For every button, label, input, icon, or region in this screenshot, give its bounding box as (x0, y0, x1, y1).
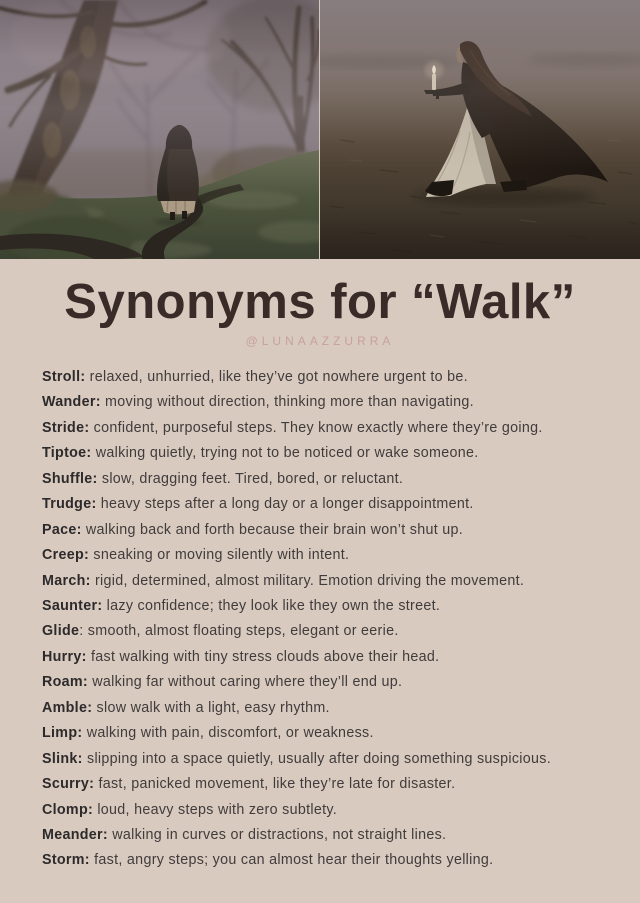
synonym-entry: Saunter: lazy confidence; they look like they own the street. (42, 597, 441, 614)
synonym-entry: Tiptoe: walking quietly, trying not to be noticed or wake someone. (42, 445, 479, 462)
synonym-term: Trudge: (42, 496, 97, 513)
synonym-term: Limp: (42, 725, 83, 742)
synonym-entry: Pace: walking back and forth because their brain won’t shut up. (42, 521, 464, 538)
synonym-entry: Roam: walking far without caring where they’ll end up. (42, 674, 403, 691)
synonym-entry: Stride: confident, purposeful steps. They know exactly where they’re going. (42, 419, 543, 436)
synonym-term: Roam: (42, 674, 88, 691)
synonym-entry: Glide: smooth, almost floating steps, elegant or eerie. (42, 623, 399, 640)
synonym-list (0, 365, 640, 874)
synonym-term: Meander: (42, 827, 108, 844)
synonym-term: Amble: (42, 699, 93, 716)
synonym-term: Stroll: (42, 368, 86, 385)
synonym-entry: Slink: slipping into a space quietly, usually after doing something suspicious. (42, 750, 552, 767)
cloaked-figure-candle-photo (319, 0, 640, 259)
synonym-entry: Wander: moving without direction, thinking more than navigating. (42, 394, 474, 411)
synonym-term: Creep: (42, 547, 90, 564)
synonym-entry: Hurry: fast walking with tiny stress clouds above their head. (42, 648, 440, 665)
synonym-term: Wander: (42, 394, 101, 411)
synonym-term: Clomp: (42, 801, 94, 818)
synonym-entry: Scurry: fast, panicked movement, like they’re late for disaster. (42, 776, 456, 793)
synonym-term: Glide (42, 623, 80, 640)
synonym-term: Shuffle: (42, 470, 98, 487)
synonym-term: Scurry: (42, 776, 95, 793)
synonym-term: Storm: (42, 852, 90, 869)
synonym-term: Slink: (42, 750, 83, 767)
foggy-forest-path-illustration (0, 0, 319, 259)
synonym-term: Stride: (42, 419, 90, 436)
synonym-entry: Limp: walking with pain, discomfort, or weakness. (42, 725, 374, 742)
synonym-entry: Creep: sneaking or moving silently with intent. (42, 547, 350, 564)
synonym-entry: Shuffle: slow, dragging feet. Tired, bored, or reluctant. (42, 470, 404, 487)
synonym-term: Hurry: (42, 648, 87, 665)
author-handle: @LUNAAZZURRA (245, 333, 395, 348)
cloaked-figure-candle-illustration (320, 0, 640, 259)
synonym-term: Tiptoe: (42, 445, 92, 462)
synonym-entry: Trudge: heavy steps after a long day or a longer disappointment. (42, 496, 474, 513)
synonym-entry: Meander: walking in curves or distractions, not straight lines. (42, 827, 447, 844)
synonym-entry: Stroll: relaxed, unhurried, like they’ve got nowhere urgent to be. (42, 368, 468, 385)
photo-strip (0, 0, 640, 259)
page-title: Synonyms for “Walk” (64, 275, 576, 329)
synonym-entry: Amble: slow walk with a light, easy rhythm. (42, 699, 330, 716)
synonym-entry: March: rigid, determined, almost military. Emotion driving the movement. (42, 572, 525, 589)
synonym-term: March: (42, 572, 91, 589)
synonym-entry: Storm: fast, angry steps; you can almost hear their thoughts yelling. (42, 852, 494, 869)
foggy-forest-path-photo (0, 0, 319, 259)
synonym-entry: Clomp: loud, heavy steps with zero subtlety. (42, 801, 338, 818)
synonym-term: Saunter: (42, 597, 103, 614)
synonym-term: Pace: (42, 521, 82, 538)
